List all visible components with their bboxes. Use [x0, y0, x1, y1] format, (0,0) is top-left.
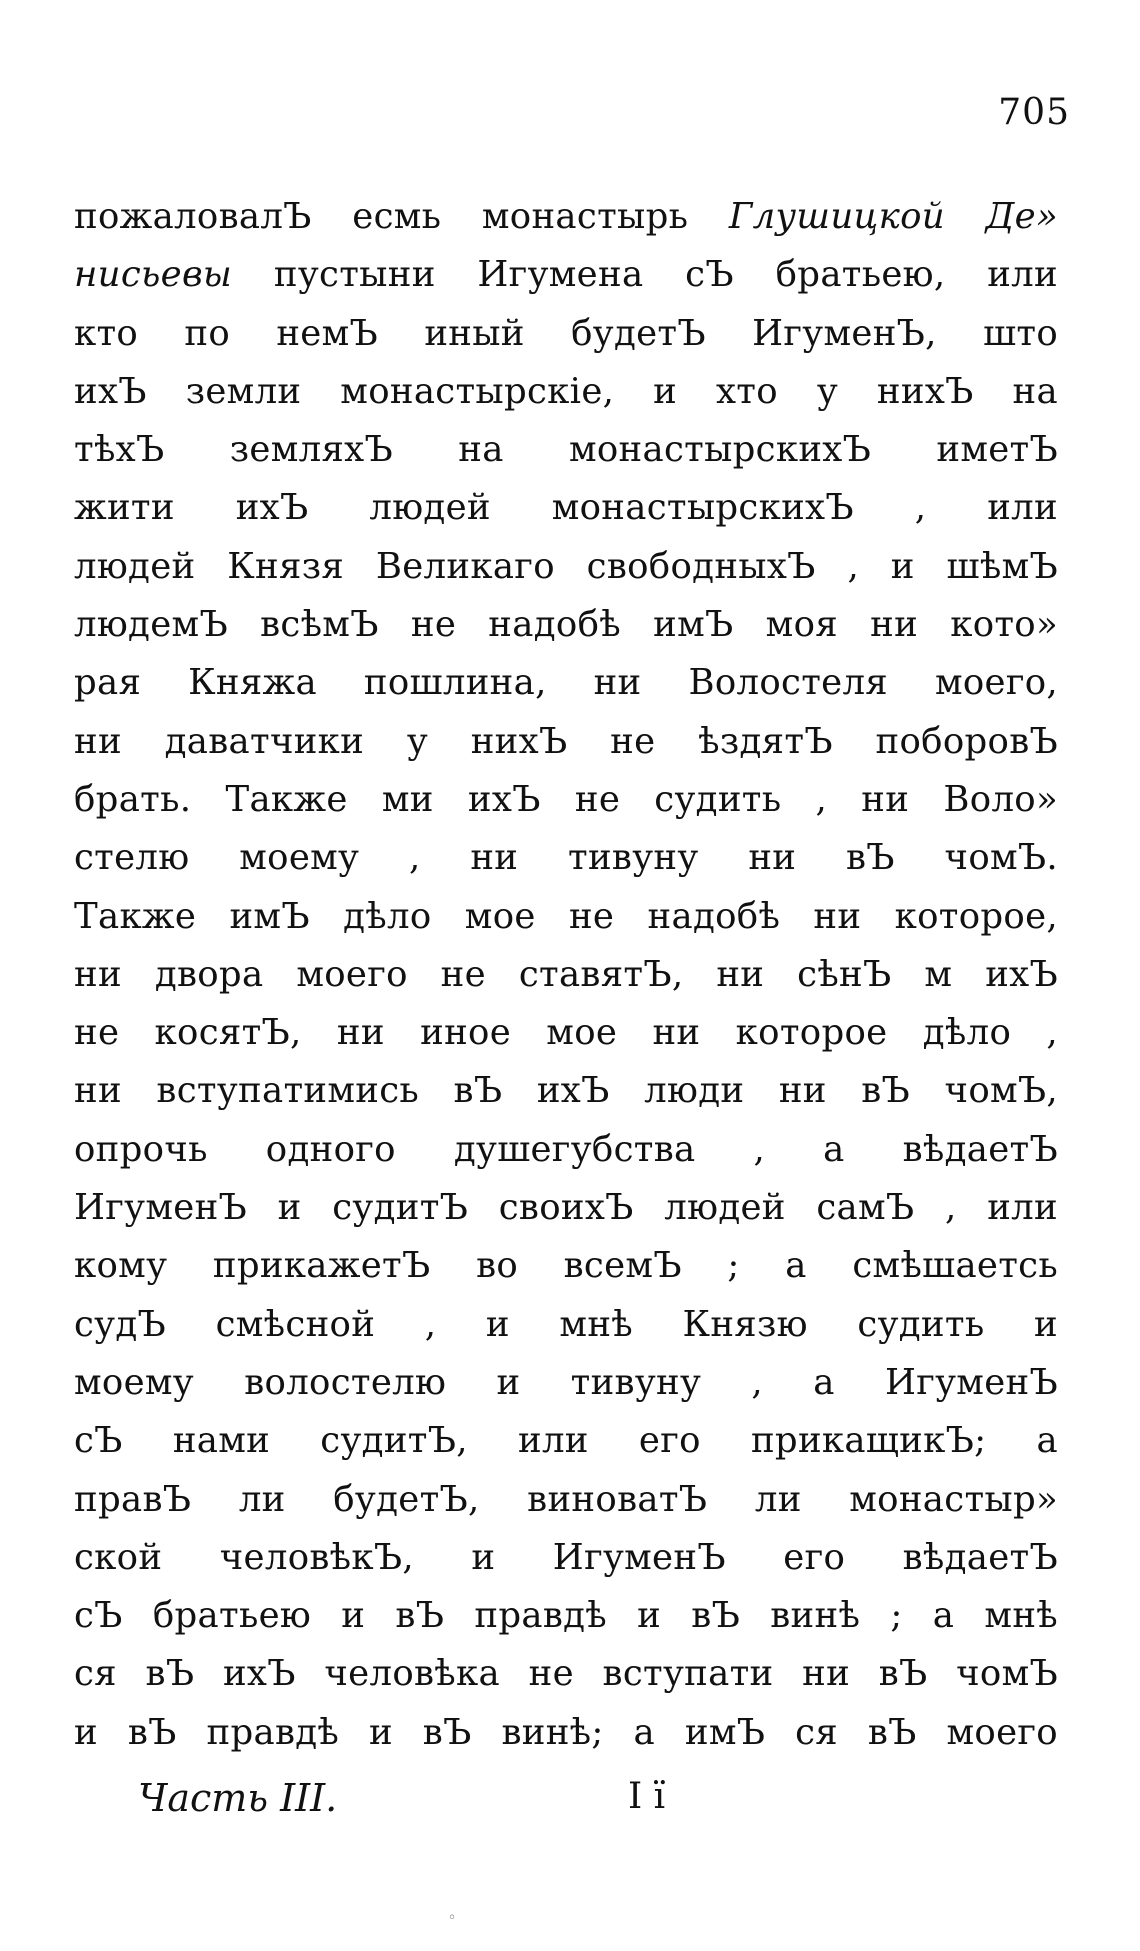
text-line: опрочь одного душегубства , а вѣдаетЪ: [74, 1128, 1058, 1170]
text-line: стелю моему , ни тивуну ни вЪ чомЪ.: [74, 837, 1058, 879]
text-line: людемЪ всѣмЪ не надобѣ имЪ моя ни кото»: [74, 604, 1058, 646]
text-line: Также имЪ дѣло мое не надобѣ ни которое,: [74, 895, 1058, 937]
page-footer: [138, 1776, 738, 1836]
text-line: кто по немЪ иный будетЪ ИгуменЪ, што: [74, 312, 1058, 354]
text-line: ся вЪ ихЪ человѣка не вступати ни вЪ чомЪ: [74, 1653, 1058, 1695]
body-text: [74, 188, 1058, 1762]
text-line: правЪ ли будетЪ, виноватЪ ли монастыр»: [74, 1478, 1058, 1520]
text-line: жити ихЪ людей монастырскихЪ , или: [74, 487, 1058, 529]
text-line: тѣхЪ земляхЪ на монастырскихЪ иметЪ: [74, 429, 1058, 471]
text-line: ИгуменЪ и судитЪ своихЪ людей самЪ , или: [74, 1187, 1058, 1229]
text-line: пожаловалЪ есмь монастырь Глушицкой Де»: [74, 196, 1058, 237]
text-line: сЪ нами судитЪ, или его прикащикЪ; а: [74, 1420, 1058, 1462]
text-line: людей Князя Великаго свободныхЪ , и шѣмЪ: [74, 545, 1058, 587]
bottom-speck: ◦: [448, 1910, 457, 1926]
text-line: сЪ братьею и вЪ правдѣ и вЪ винѣ ; а мнѣ: [74, 1595, 1058, 1637]
text-line: нисьевы пустыни Игумена сЪ братьею, или: [74, 254, 1058, 296]
text-line: ни вступатимись вЪ ихЪ люди ни вЪ чомЪ,: [74, 1070, 1058, 1112]
text-line: рая Княжа пошлина, ни Волостеля моего,: [74, 662, 1058, 704]
page-number: 705: [998, 92, 1070, 133]
text-line: ни даватчики у нихЪ не ѣздятЪ поборовЪ: [74, 720, 1058, 762]
text-line: моему волостелю и тивуну , а ИгуменЪ: [74, 1361, 1058, 1403]
text-line: судЪ смѣсной , и мнѣ Князю судить и: [74, 1303, 1058, 1345]
text-line: ихЪ земли монастырскіе, и хто у нихЪ на: [74, 370, 1058, 412]
text-line: не косятЪ, ни иное мое ни которое дѣло ,: [74, 1012, 1058, 1054]
text-line: ни двора моего не ставятЪ, ни сѣнЪ м ихЪ: [74, 953, 1058, 995]
volume-label: Часть III.: [138, 1776, 338, 1820]
text-line: брать. Также ми ихЪ не судить , ни Воло»: [74, 778, 1058, 820]
text-line: ской человѣкЪ, и ИгуменЪ его вѣдаетЪ: [74, 1536, 1058, 1578]
signature-mark: I ї: [628, 1776, 666, 1817]
text-line: кому прикажетЪ во всемЪ ; а смѣшаетсь: [74, 1245, 1058, 1287]
text-line: и вЪ правдѣ и вЪ винѣ; а имЪ ся вЪ моего: [74, 1711, 1058, 1753]
